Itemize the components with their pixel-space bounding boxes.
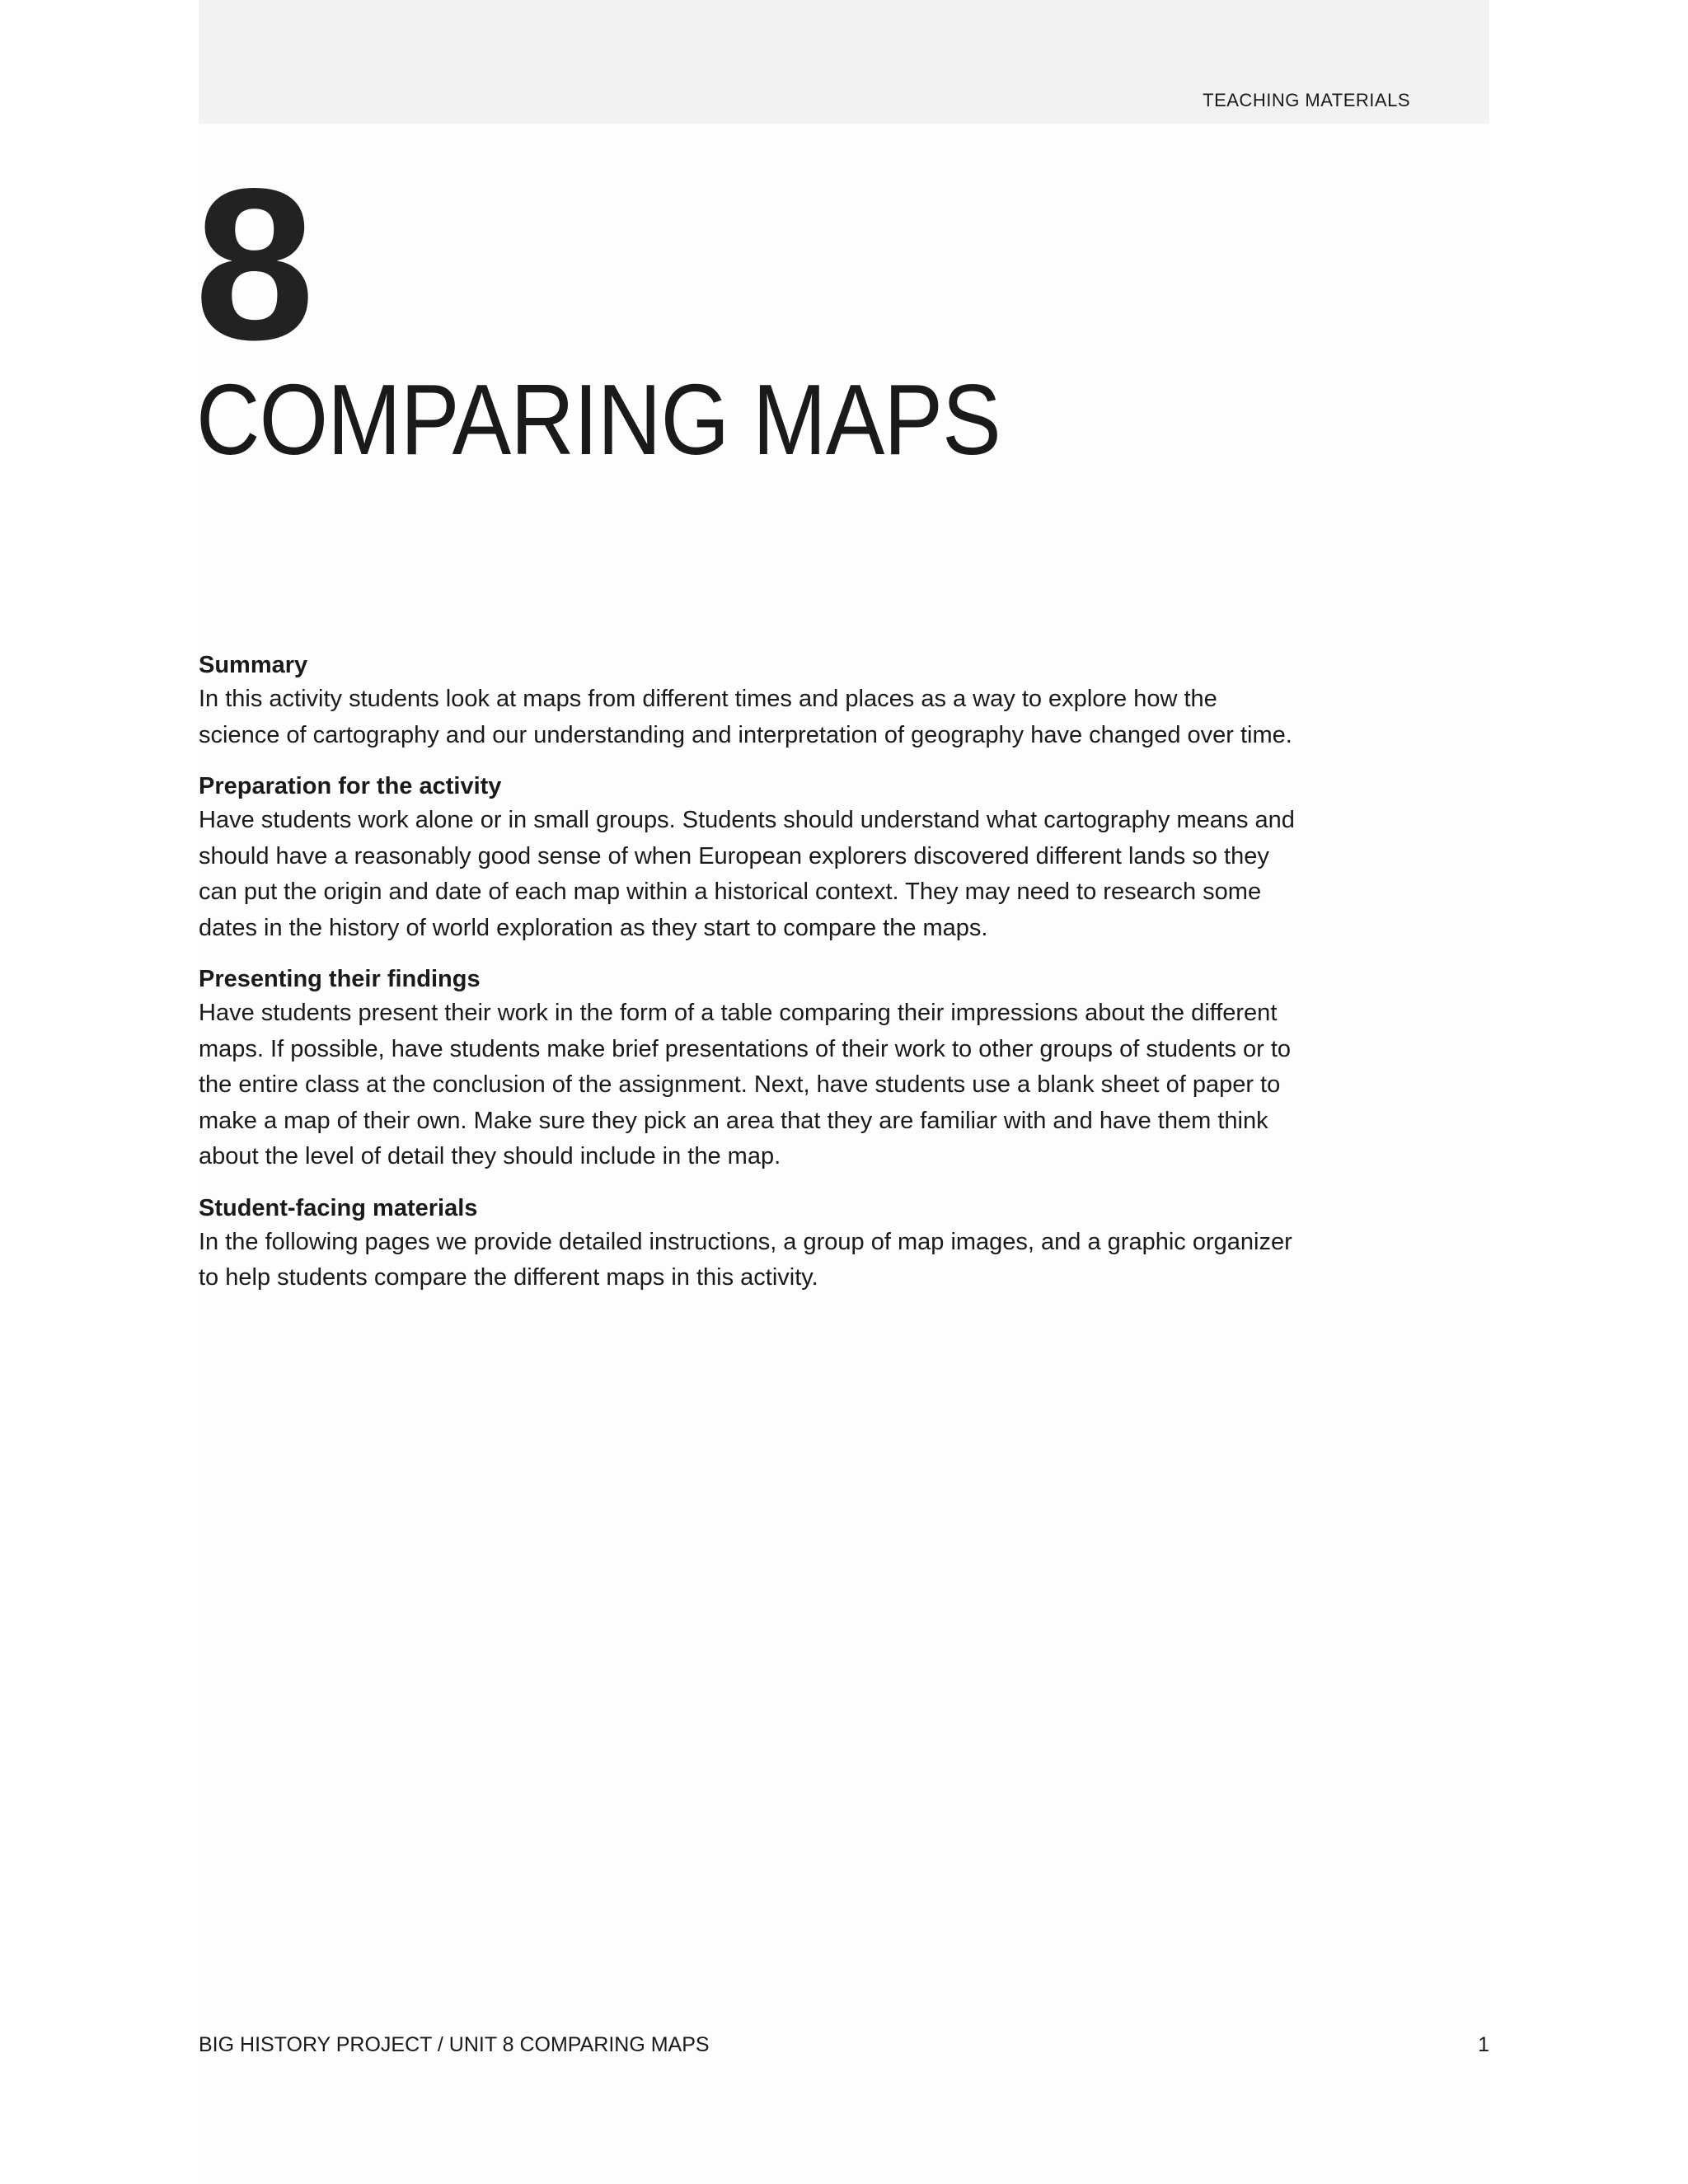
section-heading: Summary xyxy=(199,652,308,678)
section-summary xyxy=(199,649,1295,753)
footer-label: BIG HISTORY PROJECT / UNIT 8 COMPARING MAPS xyxy=(199,2033,710,2056)
header-band xyxy=(199,0,1489,124)
section-heading: Preparation for the activity xyxy=(199,773,502,799)
section-presenting xyxy=(199,963,1295,1175)
section-heading: Student-facing materials xyxy=(199,1194,478,1221)
section-body: In the following pages we provide detailed instructions, a group of map images, and a graphic organizer to help students compare the different maps in this activity. xyxy=(199,1228,1292,1291)
section-body: In this activity students look at maps from different times and places as a way to explore how the science of cartography and our understanding and interpretation of geography have changed over time. xyxy=(199,686,1292,748)
section-body: Have students present their work in the form of a table comparing their impressions about the different maps. If possible, have students make brief presentations of their work to other groups of students or to the entire class at the conclusion of the assignment. Next, have students use a blank sheet of paper to make a map of their own. Make sure they pick an area that they are familiar with and have them think about the level of detail they should include in the map. xyxy=(199,1000,1292,1169)
page-number: 1 xyxy=(1478,2033,1489,2056)
header-label: TEACHING MATERIALS xyxy=(1203,90,1410,110)
section-body: Have students work alone or in small groups. Students should understand what cartography means and should have a reasonably good sense of when European explorers discovered different lands so they can put the origin and date of each map within a historical context. They may need to research some dates in the history of world exploration as they start to compare the maps. xyxy=(199,807,1295,941)
section-preparation xyxy=(199,770,1295,946)
page-title: COMPARING MAPS xyxy=(196,363,1001,476)
content xyxy=(199,649,1295,1313)
section-heading: Presenting their findings xyxy=(199,966,481,992)
unit-number: 8 xyxy=(195,143,315,385)
section-student-materials xyxy=(199,1192,1295,1296)
